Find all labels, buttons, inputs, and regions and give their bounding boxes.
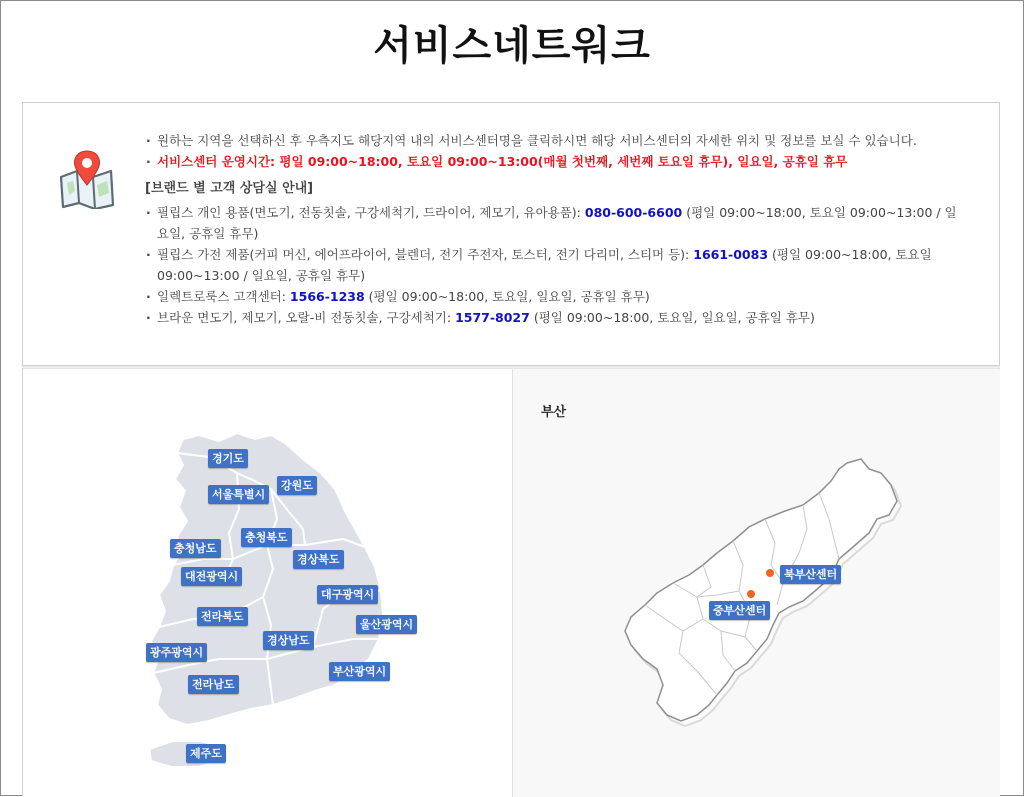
notice-instruction: · 원하는 지역을 선택하신 후 우측지도 해당지역 내의 서비스센터명을 클릭하시면 해당 서비스센터의 자세한 위치 및 정보를 보실 수 있습니다. <box>145 130 965 151</box>
region-gyeongbuk[interactable]: 경상북도 <box>293 550 344 569</box>
brand-contact-item: · 브라운 면도기, 제모기, 오랄-비 전동칫솔, 구강세척기: 1577-8027 (평일 09:00~18:00, 토요일, 일요일, 공휴일 휴무) <box>145 307 965 328</box>
phone-number: 1577-8027 <box>455 310 530 325</box>
central-busan-center-label[interactable]: 중부산센터 <box>709 601 770 620</box>
region-gwangju[interactable]: 광주광역시 <box>146 643 207 662</box>
map-area <box>22 368 1000 796</box>
notice-box <box>22 102 1000 366</box>
korea-map <box>23 369 512 797</box>
region-jeju[interactable]: 제주도 <box>186 744 226 763</box>
region-chungbuk[interactable]: 충청북도 <box>241 528 292 547</box>
phone-number: 080-600-6600 <box>584 205 683 220</box>
region-jeonnam[interactable]: 전라남도 <box>188 675 239 694</box>
region-busan[interactable]: 부산광역시 <box>329 662 390 681</box>
selected-region-title: 부산 <box>541 405 567 420</box>
korea-map-shape <box>23 369 512 797</box>
map-pin-icon <box>57 147 117 209</box>
notice-text <box>145 130 965 328</box>
brand-contact-item: · 일렉트로룩스 고객센터: 1566-1238 (평일 09:00~18:00, 토요일, 일요일, 공휴일 휴무) <box>145 286 965 307</box>
central-busan-center-marker[interactable] <box>747 590 755 598</box>
region-jeonbuk[interactable]: 전라북도 <box>197 607 248 626</box>
busan-map-shape <box>513 369 1000 797</box>
brand-contact-item: · 필립스 가전 제품(커피 머신, 에어프라이어, 블렌더, 전기 주전자, 토스터, 전기 다리미, 스티머 등): 1661-0083 (평일 09:00~18:00, 토요일 09:00~13:00 / 일요일, 공휴일 휴무) <box>145 244 965 286</box>
brand-contact-item: · 필립스 개인 용품(면도기, 전동칫솔, 구강세척기, 드라이어, 제모기, 유아용품): 080-600-6600 (평일 09:00~18:00, 토요일 09:00~13:00 / 일요일, 공휴일 휴무) <box>145 202 965 244</box>
region-daegu[interactable]: 대구광역시 <box>317 585 378 604</box>
region-daejeon[interactable]: 대전광역시 <box>181 567 242 586</box>
service-hours: · 서비스센터 운영시간: 평일 09:00~18:00, 토요일 09:00~13:00(매월 첫번째, 세번째 토요일 휴무), 일요일, 공휴일 휴무 <box>145 151 965 172</box>
region-seoul[interactable]: 서울특별시 <box>208 485 269 504</box>
page-title: 서비스네트워크 <box>373 23 651 69</box>
region-gangwon[interactable]: 강원도 <box>277 476 317 495</box>
region-ulsan[interactable]: 울산광역시 <box>356 615 417 634</box>
region-detail-map <box>512 369 1000 797</box>
north-busan-center-label[interactable]: 북부산센터 <box>780 565 841 584</box>
phone-number: 1566-1238 <box>289 289 365 304</box>
phone-number: 1661-0083 <box>693 247 769 262</box>
region-gyeongnam[interactable]: 경상남도 <box>263 631 314 650</box>
brand-contact-heading: [브랜드 별 고객 상담실 안내] <box>145 181 314 196</box>
region-gyeonggi[interactable]: 경기도 <box>208 449 248 468</box>
region-chungnam[interactable]: 충청남도 <box>170 539 221 558</box>
north-busan-center-marker[interactable] <box>766 569 774 577</box>
